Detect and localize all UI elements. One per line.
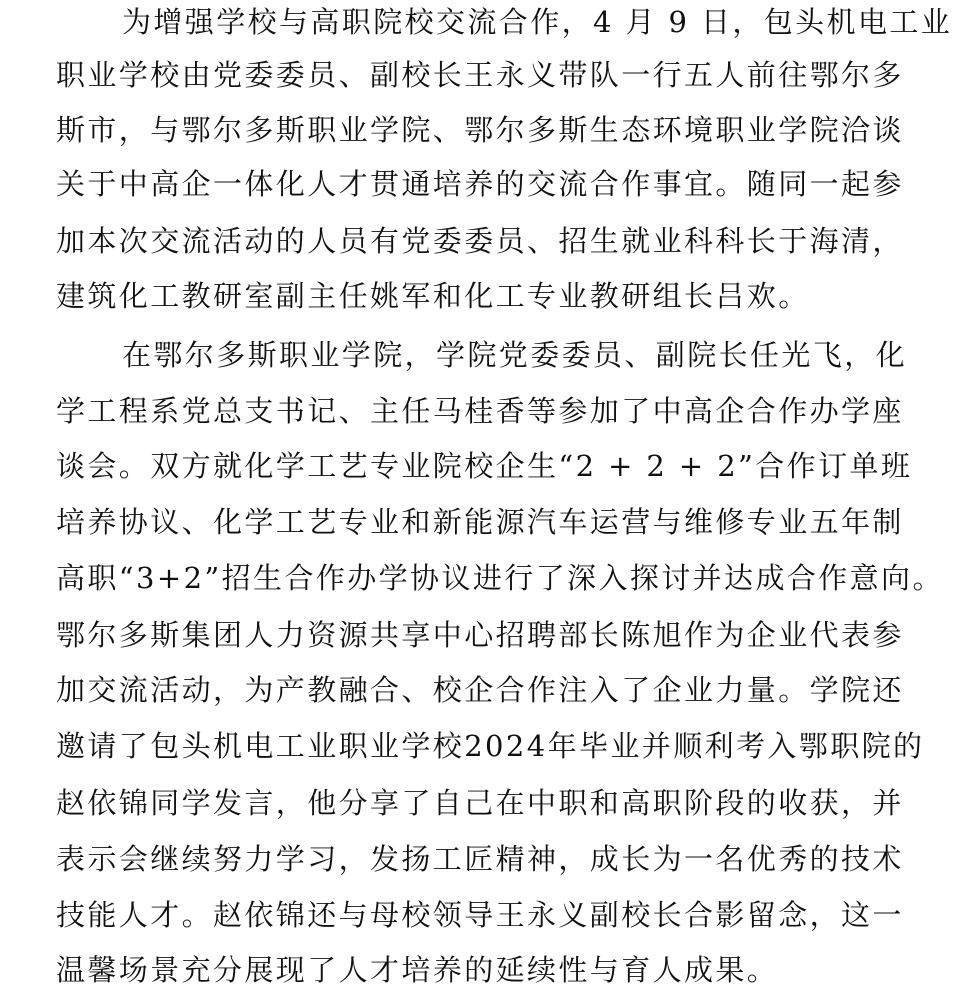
paragraph-line: 培养协议、化学工艺专业和新能源汽车运营与维修专业五年制: [56, 505, 904, 539]
paragraph-line: 技能人才。赵依锦还与母校领导王永义副校长合影留念，这一: [56, 898, 904, 932]
paragraph-line: 斯市，与鄂尔多斯职业学院、鄂尔多斯生态环境职业学院洽谈: [56, 113, 904, 147]
paragraph-line: 温馨场景充分展现了人才培养的延续性与育人成果。: [56, 953, 779, 987]
paragraph-line: 职业学校由党委委员、副校长王永义带队一行五人前往鄂尔多: [56, 58, 904, 92]
paragraph-line: 建筑化工教研室副主任姚军和化工专业教研组长吕欢。: [56, 279, 810, 313]
paragraph-line: 为增强学校与高职院校交流合作，4 月 9 日，包头机电工业: [122, 5, 953, 39]
paragraph-line: 加本次交流活动的人员有党委委员、招生就业科科长于海清，: [56, 224, 904, 258]
paragraph-line: 高职“3+2”招生合作办学协议进行了深入探讨并达成合作意向。: [56, 561, 944, 595]
paragraph-line: 赵依锦同学发言，他分享了自己在中职和高职阶段的收获，并: [56, 786, 904, 820]
paragraph-line: 鄂尔多斯集团人力资源共享中心招聘部长陈旭作为企业代表参: [56, 618, 904, 652]
paragraph-line: 在鄂尔多斯职业学院，学院党委委员、副院长任光飞，化: [122, 338, 908, 372]
paragraph-line: 学工程系党总支书记、主任马桂香等参加了中高企合作办学座: [56, 394, 904, 428]
paragraph-line: 加交流活动，为产教融合、校企合作注入了企业力量。学院还: [56, 673, 904, 707]
paragraph-line: 邀请了包头机电工业职业学校2024年毕业并顺利考入鄂职院的: [56, 729, 925, 763]
paragraph-line: 关于中高企一体化人才贯通培养的交流合作事宜。随同一起参: [56, 167, 904, 201]
paragraph-line: 表示会继续努力学习，发扬工匠精神，成长为一名优秀的技术: [56, 842, 904, 876]
paragraph-line: 谈会。双方就化学工艺专业院校企生“2 + 2 + 2”合作订单班: [56, 449, 913, 483]
